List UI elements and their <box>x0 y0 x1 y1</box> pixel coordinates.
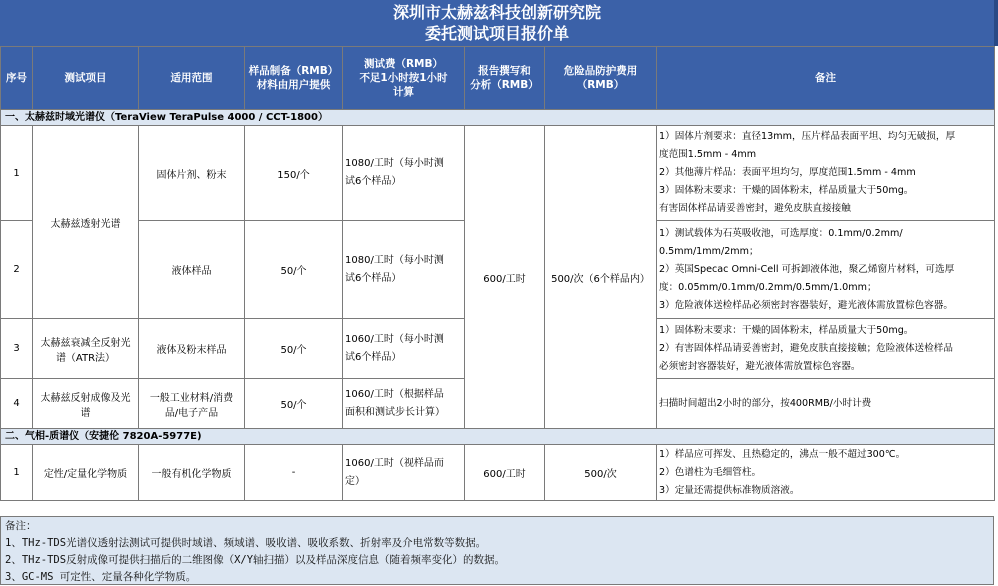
prep-fee: - <box>245 445 343 501</box>
prep-fee: 50/个 <box>245 319 343 379</box>
remarks: 1）测试载体为石英吸收池，可选厚度：0.1mm/0.2mm/ 0.5mm/1mm/2mm； 2）英国Specac Omni-Cell 可拆卸液体池，聚乙烯窗片材料，可选厚 度：0.05mm/0.1mm/0.2mm/0.5mm/1.0mm； 3）危险液体送检样品必须密封容器装好，避光液体需放置棕色容器。 <box>657 221 995 319</box>
note-item: 3、GC-MS 可定性、定量各种化学物质。 <box>5 571 197 583</box>
institute-name: 深圳市太赫兹科技创新研究院 <box>392 3 601 22</box>
remarks: 1）样品应可挥发、且热稳定的，沸点一般不超过300℃。 2）色谱柱为毛细管柱。 3）定量还需提供标准物质溶液。 <box>657 445 995 501</box>
header-hazard: 危险品防护费用 （RMB） <box>545 47 657 110</box>
price-table <box>0 46 995 501</box>
test-fee: 1080/工时（每小时测 试6个样品） <box>343 126 465 221</box>
report-fee: 600/工时 <box>465 126 545 429</box>
test-fee: 1060/工时（每小时测 试6个样品） <box>343 319 465 379</box>
table-row <box>1 445 995 501</box>
header-row <box>1 47 995 110</box>
remarks: 1）固体粉末要求：干燥的固体粉末，样品质量大于50mg。 2）有害固体样品请妥善密封，避免皮肤直接接触；危险液体送检样品 必须密封容器装好，避光液体需放置棕色容器。 <box>657 319 995 379</box>
scope: 一般工业材料/消费 品/电子产品 <box>139 379 245 429</box>
header-item: 测试项目 <box>33 47 139 110</box>
section-title-thz: 一、太赫兹时域光谱仪（TeraView TeraPulse 4000 / CCT-1800） <box>1 110 995 126</box>
test-item: 定性/定量化学物质 <box>33 445 139 501</box>
scope: 液体样品 <box>139 221 245 319</box>
hazard-fee: 500/次（6个样品内） <box>545 126 657 429</box>
test-item: 太赫兹衰减全反射光 谱（ATR法） <box>33 319 139 379</box>
notes-heading: 备注： <box>5 520 37 532</box>
test-fee: 1060/工时（根据样品 面积和测试步长计算） <box>343 379 465 429</box>
header-fee: 测试费（RMB） 不足1小时按1小时 计算 <box>343 47 465 110</box>
section-row <box>1 110 995 126</box>
row-no: 2 <box>1 221 33 319</box>
scope: 固体片剂、粉末 <box>139 126 245 221</box>
prep-fee: 150/个 <box>245 126 343 221</box>
note-item: 2、THz-TDS反射成像可提供扫描后的二维图像（X/Y轴扫描）以及样品深度信息（随着频率变化）的数据。 <box>5 554 506 566</box>
sheet-title: 委托测试项目报价单 <box>424 24 569 43</box>
section-title-gcms: 二、气相-质谱仪（安捷伦 7820A-5977E) <box>1 429 995 445</box>
remarks: 扫描时间超出2小时的部分，按400RMB/小时计费 <box>657 379 995 429</box>
test-fee: 1060/工时（视样品而 定） <box>343 445 465 501</box>
row-no: 4 <box>1 379 33 429</box>
row-no: 1 <box>1 126 33 221</box>
test-fee: 1080/工时（每小时测 试6个样品） <box>343 221 465 319</box>
test-item: 太赫兹反射成像及光 谱 <box>33 379 139 429</box>
table-row <box>1 126 995 221</box>
scope: 液体及粉末样品 <box>139 319 245 379</box>
test-item: 太赫兹透射光谱 <box>33 126 139 319</box>
header-no: 序号 <box>1 47 33 110</box>
header-prep: 样品制备（RMB） 材料由用户提供 <box>245 47 343 110</box>
report-fee: 600/工时 <box>465 445 545 501</box>
section-row <box>1 429 995 445</box>
title-banner <box>0 0 998 46</box>
footnotes <box>0 516 994 585</box>
prep-fee: 50/个 <box>245 379 343 429</box>
note-item: 1、THz-TDS光谱仪透射法测试可提供时域谱、频域谱、吸收谱、吸收系数、折射率及介电常数等数据。 <box>5 537 487 549</box>
scope: 一般有机化学物质 <box>139 445 245 501</box>
row-no: 1 <box>1 445 33 501</box>
prep-fee: 50/个 <box>245 221 343 319</box>
hazard-fee: 500/次 <box>545 445 657 501</box>
remarks: 1）固体片剂要求：直径13mm，压片样品表面平坦、均匀无破损，厚 度范围1.5mm - 4mm 2）其他薄片样品：表面平坦均匀，厚度范围1.5mm - 4mm 3）固体粉末要求：干燥的固体粉末，样品质量大于50mg。 有害固体样品请妥善密封，避免皮肤直接接触 <box>657 126 995 221</box>
header-report: 报告撰写和 分析（RMB） <box>465 47 545 110</box>
row-no: 3 <box>1 319 33 379</box>
header-scope: 适用范围 <box>139 47 245 110</box>
header-remarks: 备注 <box>657 47 995 110</box>
